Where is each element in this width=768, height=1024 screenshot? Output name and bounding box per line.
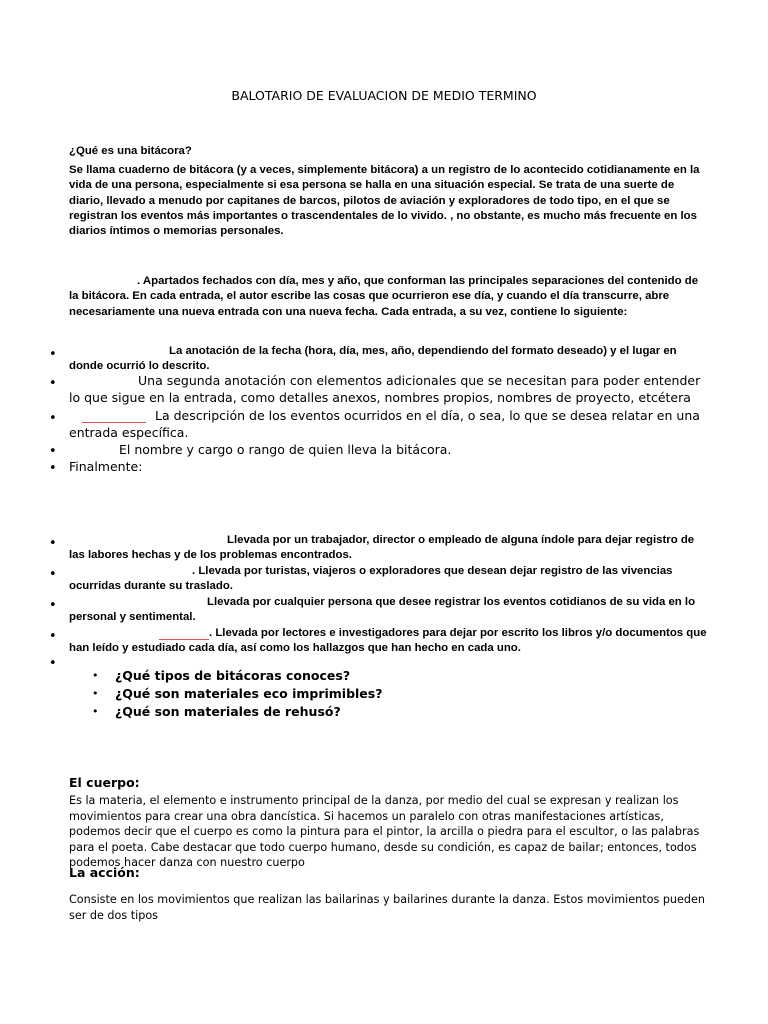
- bullet-marker: •: [92, 669, 99, 682]
- list-item: Llevada por un trabajador, director o empleado de alguna índole para dejar registro de las labores hechas y de los problemas encontrados.: [69, 534, 695, 562]
- bullet-marker: •: [49, 656, 57, 671]
- question-item: ¿Qué son materiales eco imprimibles?: [115, 686, 383, 701]
- bullet-marker: •: [49, 411, 57, 426]
- bullet-marker: •: [49, 347, 57, 362]
- definition-paragraph: Se llama cuaderno de bitácora (y a veces, simplemente bitácora) a un registro de lo acontecido cotidianamente en la vida de una persona, especialmente si esa persona se halla en una situación especial. Se trata de una suerte de diario, llevado a menudo por capitanes de barcos, pilotos de aviación y exploradores de todo tipo, en el que se registran los eventos más importantes o trascendentales de lo vivido. , no obstante, es mucho más frecuente en los diarios íntimos o memorias personales.: [69, 164, 700, 238]
- bullet-marker: •: [92, 705, 99, 718]
- list-item: Llevada por cualquier persona que desee registrar los eventos cotidianos de su vida en lo personal y sentimental.: [69, 596, 696, 624]
- list-item: Finalmente:: [69, 459, 143, 474]
- bullet-marker: •: [49, 567, 57, 582]
- section-paragraph: Consiste en los movimientos que realizan las bailarinas y bailarines durante la danza. Estos movimientos pueden ser de dos tipos: [69, 893, 705, 922]
- document-title: BALOTARIO DE EVALUACION DE MEDIO TERMINO: [231, 88, 537, 103]
- section-heading: El cuerpo:: [69, 775, 140, 790]
- list-item: La descripción de los eventos ocurridos en el día, o sea, lo que se desea relatar en una entrada específica.: [69, 408, 700, 440]
- question-heading: ¿Qué es una bitácora?: [69, 145, 192, 157]
- entries-paragraph: . Apartados fechados con día, mes y año, que conforman las principales separaciones del contenido de la bitácora. En cada entrada, el autor escribe las cosas que ocurrieron ese día, y cuando el día transcurre, abre necesariamente una nueva entrada con una nueva fecha. Cada entrada, a su vez, contiene lo siguiente:: [69, 275, 699, 318]
- question-item: ¿Qué tipos de bitácoras conoces?: [115, 668, 351, 683]
- list-item: Una segunda anotación con elementos adicionales que se necesitan para poder entender lo que sigue en la entrada, como detalles anexos, nombres propios, nombres de proyecto, etcétera: [69, 373, 701, 405]
- list-item: La anotación de la fecha (hora, día, mes, año, dependiendo del formato deseado) y el lugar en donde ocurrió lo descrito.: [69, 345, 677, 373]
- bullet-marker: •: [49, 376, 57, 391]
- bullet-marker: •: [49, 461, 57, 476]
- bullet-marker: •: [92, 687, 99, 700]
- section-paragraph: Es la materia, el elemento e instrumento principal de la danza, por medio del cual se expresan y realizan los movimientos para crear una obra dancística. Si hacemos un paralelo con otras manifestaciones artísticas, podemos decir que el cuerpo es como la pintura para el pintor, la arcilla o piedra para el escultor, o las palabras para el poeta. Cabe destacar que todo cuerpo humano, desde su condición, es capaz de bailar; entonces, todos podemos hacer danza con nuestro cuerpo: [69, 794, 700, 870]
- list-item: . Llevada por lectores e investigadores para dejar por escrito los libros y/o documentos que han leído y estudiado cada día, así como los hallazgos que han hecho en cada uno.: [69, 627, 707, 655]
- bullet-marker: •: [49, 629, 57, 644]
- list-item: El nombre y cargo o rango de quien lleva la bitácora.: [119, 442, 452, 457]
- question-item: ¿Qué son materiales de rehusó?: [115, 704, 341, 719]
- bullet-marker: •: [49, 598, 57, 613]
- bullet-marker: •: [49, 444, 57, 459]
- section-heading: La acción:: [69, 865, 140, 880]
- bullet-marker: •: [49, 536, 57, 551]
- list-item: . Llevada por turistas, viajeros o exploradores que desean dejar registro de las vivencias ocurridas durante su traslado.: [69, 565, 673, 593]
